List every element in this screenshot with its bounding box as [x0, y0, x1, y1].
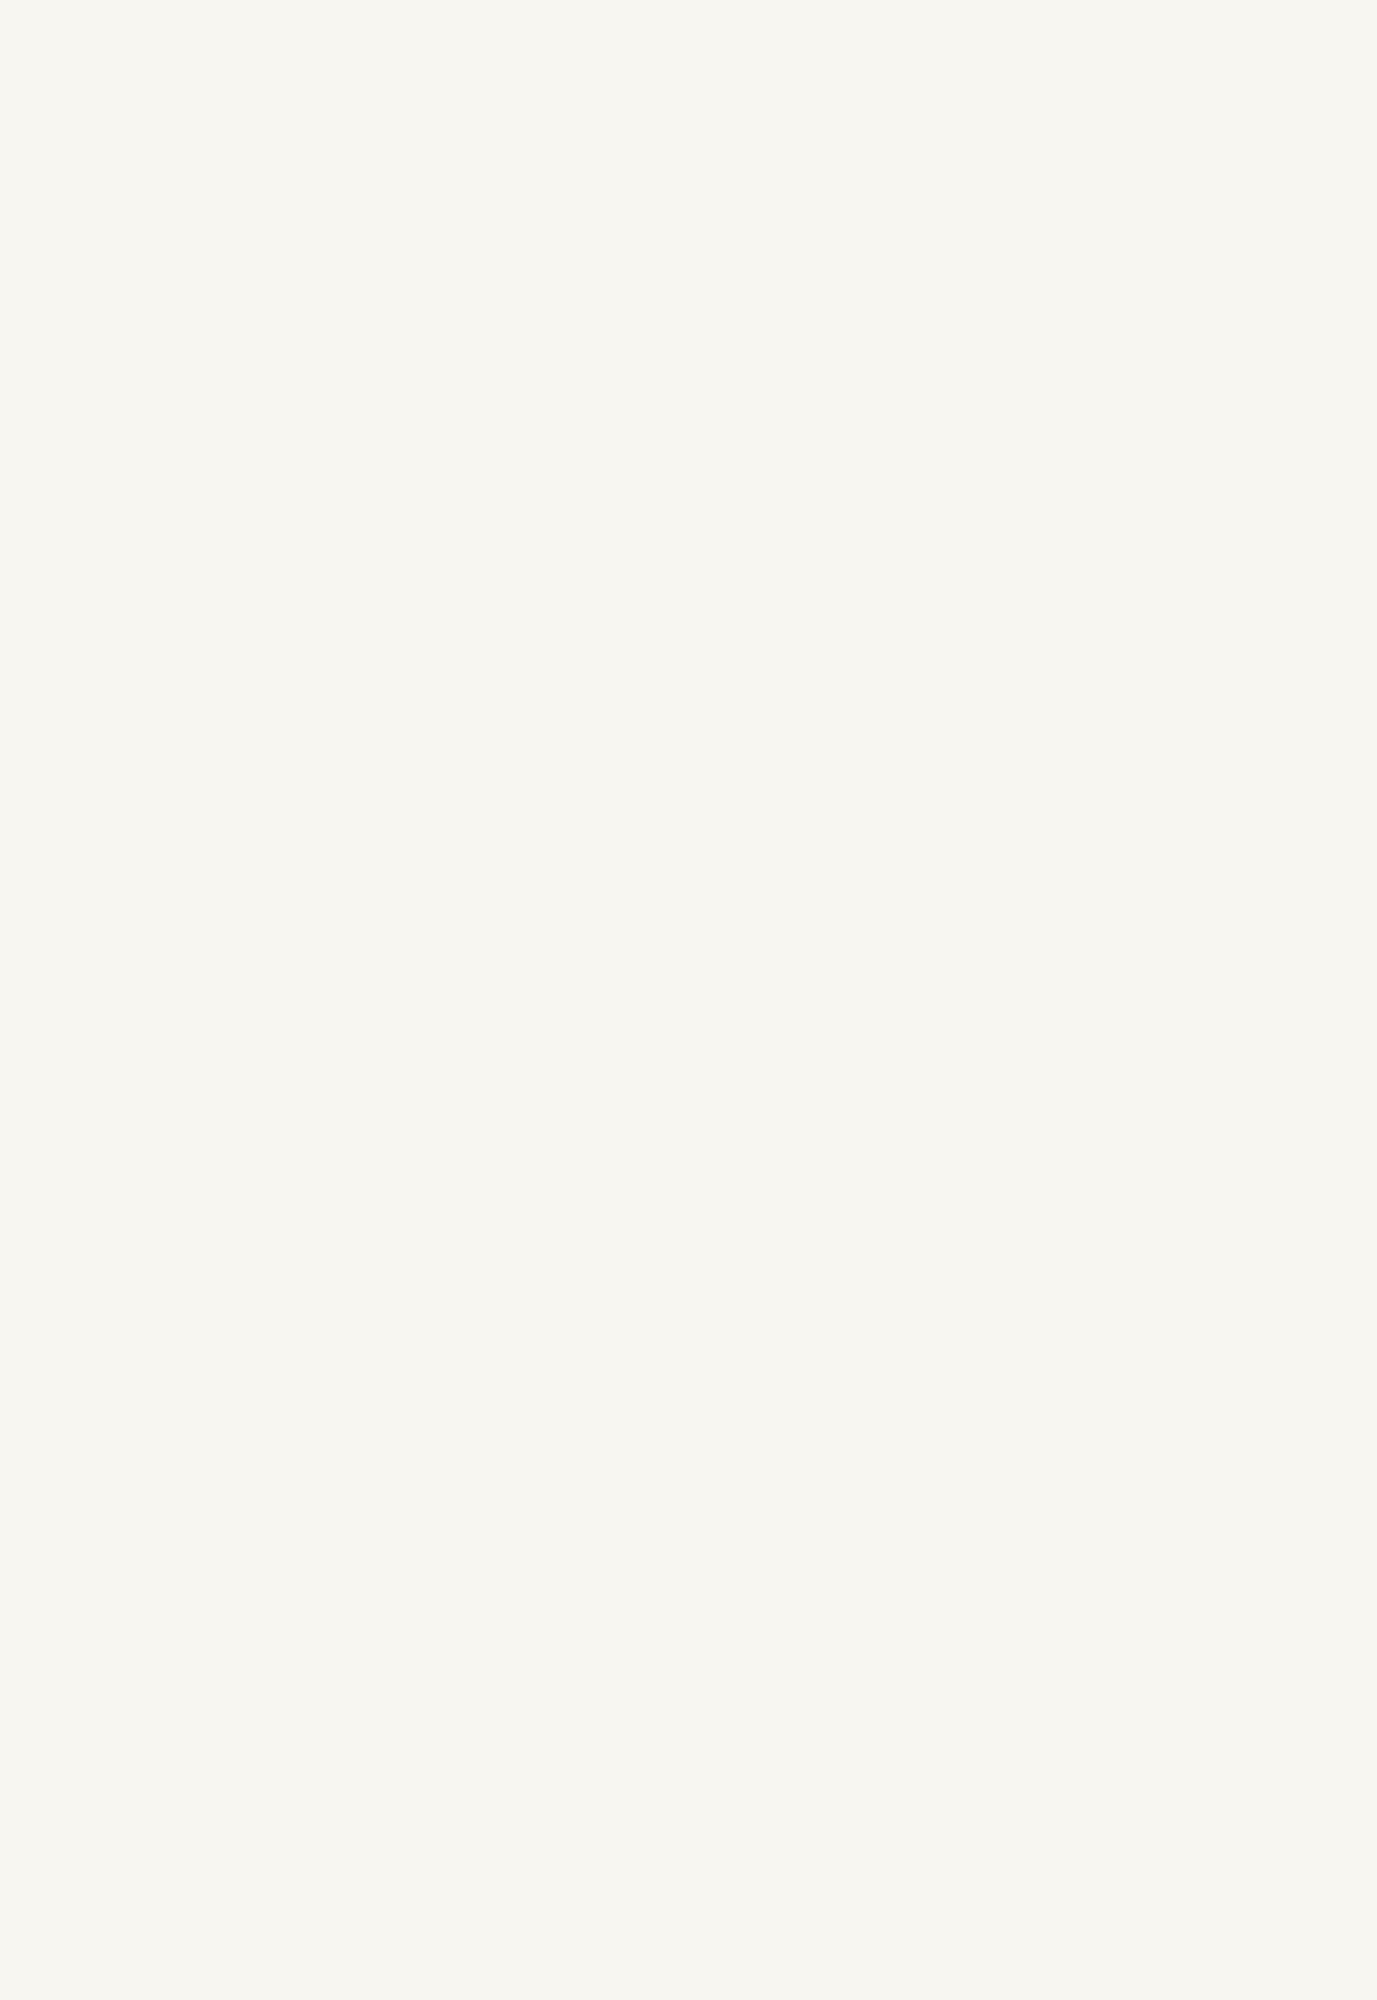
table-of-contents [30, 283, 1285, 287]
